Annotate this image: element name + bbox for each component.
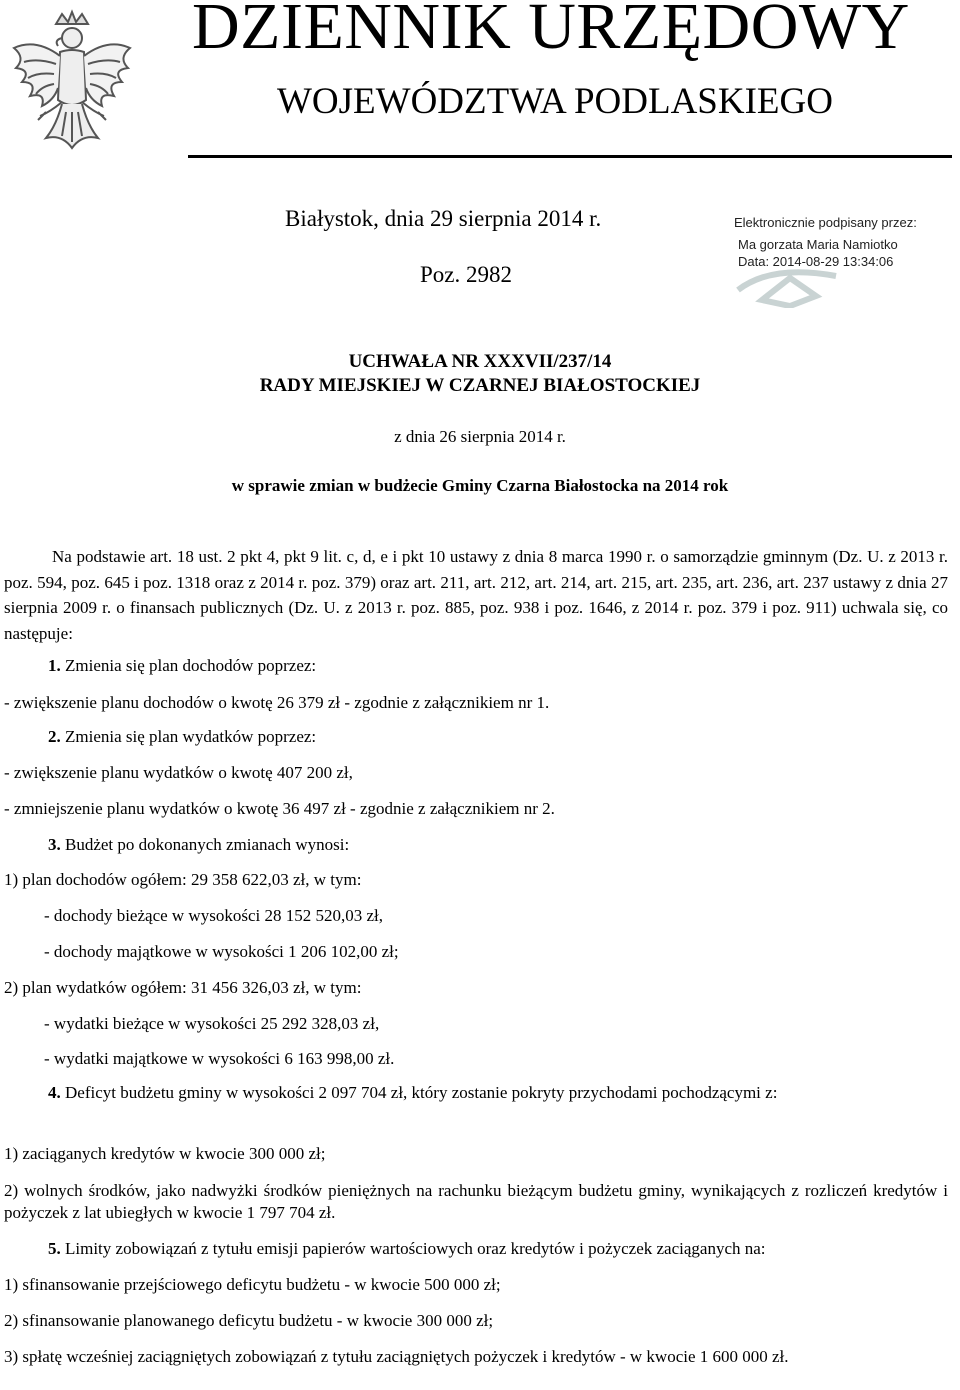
signature-signer: Ma gorzata Maria Namiotko — [738, 237, 898, 252]
section-3-item-1a: - dochody bieżące w wysokości 28 152 520,03 zł, — [44, 906, 383, 925]
masthead-title: DZIENNIK URZĘDOWY — [192, 0, 910, 63]
section-4-item-2 — [4, 1180, 948, 1224]
resolution-title: UCHWAŁA NR XXXVII/237/14 — [348, 351, 612, 372]
section-4-number: 4. — [48, 1083, 61, 1102]
section-5-item-1: 1) sfinansowanie przejściowego deficytu budżetu - w kwocie 500 000 zł; — [4, 1275, 501, 1294]
signature-date: Data: 2014-08-29 13:34:06 — [738, 254, 894, 269]
section-3-item-2a: - wydatki bieżące w wysokości 25 292 328,03 zł, — [44, 1014, 380, 1033]
signature-label: Elektronicznie podpisany przez: — [734, 215, 917, 230]
section-3-item-1b: - dochody majątkowe w wysokości 1 206 102,00 zł; — [44, 942, 399, 961]
section-2-item-1: - zwiększenie planu wydatków o kwotę 407 200 zł, — [4, 763, 353, 782]
section-3-item-1: 1) plan dochodów ogółem: 29 358 622,03 zł, w tym: — [4, 870, 362, 889]
section-2-text: Zmienia się plan wydatków poprzez: — [65, 727, 317, 746]
section-1-number: 1. — [48, 656, 61, 675]
section-5 — [48, 1238, 766, 1260]
section-3-text: Budżet po dokonanych zmianach wynosi: — [65, 835, 350, 854]
section-4-text: Deficyt budżetu gminy w wysokości 2 097 704 zł, który zostanie pokryty przychodami pochodzącymi z: — [65, 1083, 778, 1102]
resolution-subject: w sprawie zmian w budżecie Gminy Czarna Białostocka na 2014 rok — [231, 476, 729, 495]
eagle-emblem-icon — [6, 8, 138, 158]
electronic-signature-block — [732, 210, 952, 310]
section-2 — [48, 726, 316, 748]
section-3-number: 3. — [48, 835, 61, 854]
place-and-date: Białystok, dnia 29 sierpnia 2014 r. — [285, 206, 602, 231]
section-5-item-3 — [4, 1346, 948, 1368]
section-2-number: 2. — [48, 727, 61, 746]
section-5-text: Limity zobowiązań z tytułu emisji papierów wartościowych oraz kredytów i pożyczek zaciąganych na: — [65, 1239, 766, 1258]
section-1-text: Zmienia się plan dochodów poprzez: — [65, 656, 317, 675]
section-3 — [48, 834, 349, 856]
preamble: Na podstawie art. 18 ust. 2 pkt 4, pkt 9 lit. c, d, e i pkt 10 ustawy z dnia 8 marca 1990 r. o samorządzie gminnym (Dz. U. z 2013 r. poz. 594, poz. 645 i poz. 1318 oraz z 2014 r. poz. 379) oraz art. 211, art. 212, art. 214, art. 215, art. 235, art. 236, art. 237 ustawy z dnia 27 sierpnia 2009 r. o finansach publicznych (Dz. U. z 2013 r. poz. 885, poz. 938 i poz. 1646, z 2014 r. poz. 379 i poz. 911) uchwala się, co następuje: — [4, 547, 948, 643]
section-4-item-1: 1) zaciąganych kredytów w kwocie 300 000 zł; — [4, 1144, 326, 1163]
section-5-item-2: 2) sfinansowanie planowanego deficytu budżetu - w kwocie 300 000 zł; — [4, 1311, 494, 1330]
section-5-number: 5. — [48, 1239, 61, 1258]
section-2-item-2: - zmniejszenie planu wydatków o kwotę 36 497 zł - zgodnie z załącznikiem nr 2. — [4, 799, 555, 818]
resolution-date: z dnia 26 sierpnia 2014 r. — [394, 427, 566, 446]
section-3-item-2b: - wydatki majątkowe w wysokości 6 163 998,00 zł. — [44, 1049, 395, 1068]
position-number: Poz. 2982 — [420, 262, 512, 287]
section-1-item-1: - zwiększenie planu dochodów o kwotę 26 379 zł - zgodnie z załącznikiem nr 1. — [4, 693, 550, 712]
resolution-issuer: RADY MIEJSKIEJ W CZARNEJ BIAŁOSTOCKIEJ — [259, 375, 701, 396]
section-4-item-2-text: 2) wolnych środków, jako nadwyżki środków pieniężnych na rachunku bieżącym budżetu gminy, wynikających z rozliczeń kredytów i pożyczek z lat ubiegłych w kwocie 1 797 704 zł. — [4, 1181, 948, 1222]
section-3-item-2: 2) plan wydatków ogółem: 31 456 326,03 zł, w tym: — [4, 978, 362, 997]
section-5-item-3-text: 3) spłatę wcześniej zaciągniętych zobowiązań z tytułu zaciągniętych pożyczek i kredytów - w kwocie 1 600 000 zł. — [4, 1347, 789, 1366]
section-1 — [48, 655, 316, 677]
section-4 — [4, 1082, 948, 1104]
masthead-divider — [188, 155, 952, 158]
masthead-subtitle: WOJEWÓDZTWA PODLASKIEGO — [277, 81, 833, 122]
